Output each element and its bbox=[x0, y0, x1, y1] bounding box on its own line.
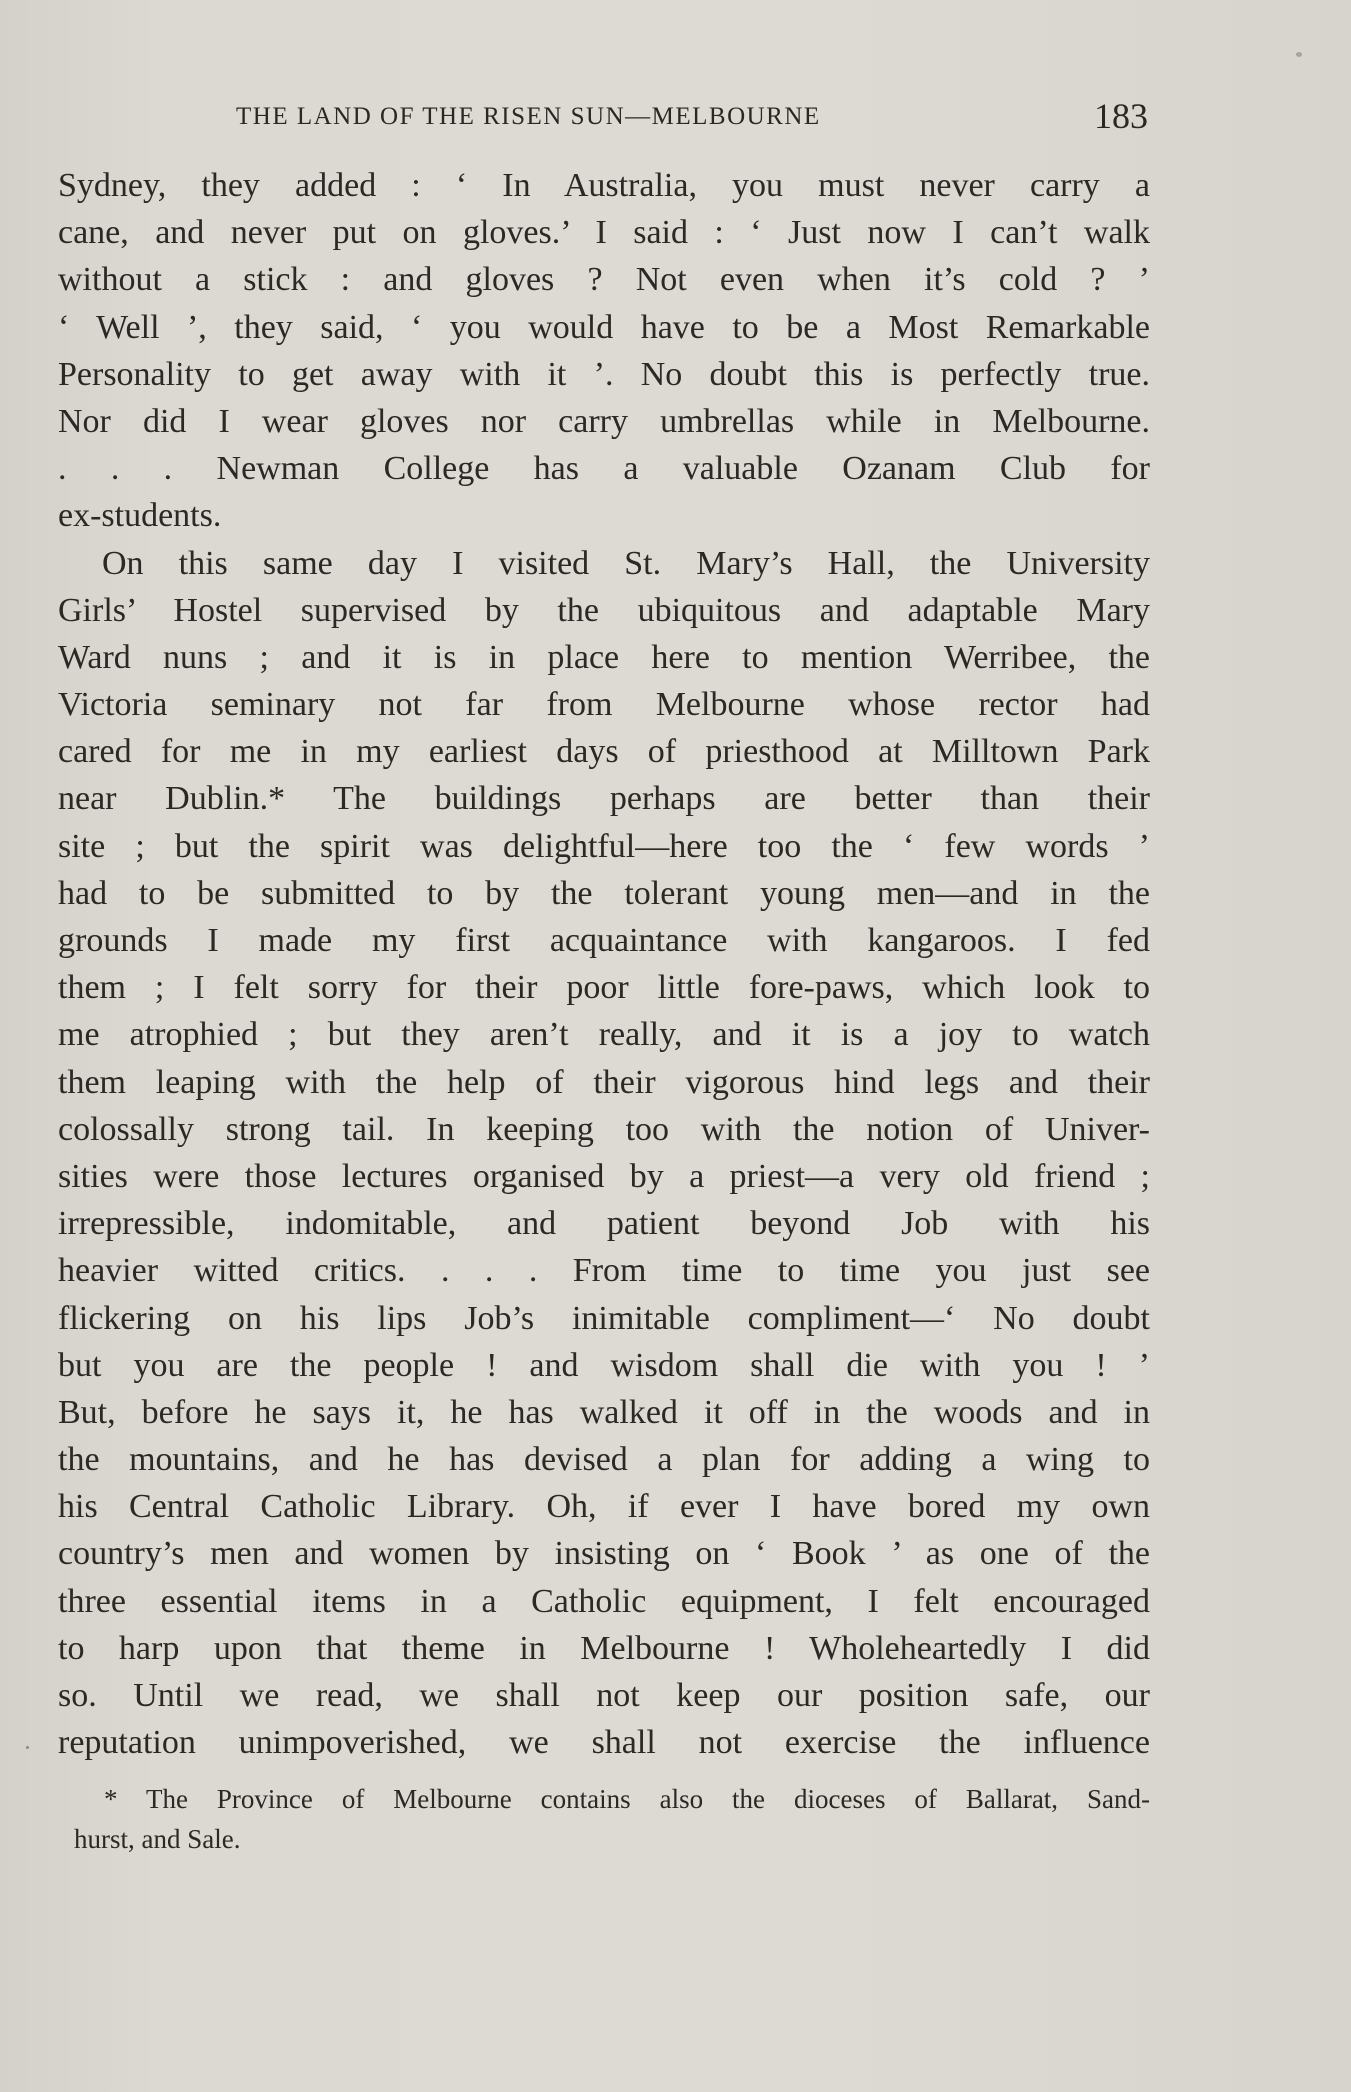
margin-mark bbox=[26, 1746, 29, 1749]
text-line: grounds I made my first acquaintance with kangaroos. I fed bbox=[58, 922, 1150, 959]
text-line: the mountains, and he has devised a plan for adding a wing to bbox=[58, 1441, 1150, 1479]
text-line: cared for me in my earliest days of priesthood at Milltown Park bbox=[58, 733, 1150, 771]
text-line: reputation unimpoverished, we shall not exercise the influence bbox=[58, 1724, 1150, 1762]
text-line: sities were those lectures organised by a priest—a very old friend ; bbox=[58, 1157, 1150, 1195]
text-line: Nor did I wear gloves nor carry umbrellas while in Melbourne. bbox=[58, 402, 1150, 440]
text-line: heavier witted critics. . . . From time to time you just see bbox=[58, 1252, 1150, 1290]
text-line: Girls’ Hostel supervised by the ubiquitous and adaptable Mary bbox=[58, 591, 1150, 629]
text-line: cane, and never put on gloves.’ I said : ‘ Just now I can’t walk bbox=[58, 214, 1150, 252]
footnote-line: hurst, and Sale. bbox=[74, 1824, 241, 1854]
text-line: colossally strong tail. In keeping too with the notion of Univer- bbox=[58, 1110, 1150, 1148]
text-line: them ; I felt sorry for their poor little fore-paws, which look to bbox=[58, 969, 1150, 1007]
text-line: near Dublin.* The buildings perhaps are better than their bbox=[58, 780, 1150, 818]
text-line: . . . Newman College has a valuable Ozanam Club for bbox=[58, 450, 1150, 488]
running-head: THE LAND OF THE RISEN SUN—MELBOURNE bbox=[236, 103, 821, 130]
text-line: but you are the people ! and wisdom shall die with you ! ’ bbox=[58, 1346, 1150, 1384]
text-line: site ; but the spirit was delightful—here too the ‘ few words ’ bbox=[58, 827, 1150, 865]
text-line: to harp upon that theme in Melbourne ! Wholeheartedly I did bbox=[58, 1629, 1150, 1667]
text-line: had to be submitted to by the tolerant young men—and in the bbox=[58, 874, 1150, 912]
text-line: me atrophied ; but they aren’t really, and it is a joy to watch bbox=[58, 1016, 1150, 1054]
page-header bbox=[236, 95, 1148, 135]
body-text bbox=[58, 162, 1150, 1766]
text-line: Sydney, they added : ‘ In Australia, you must never carry a bbox=[58, 167, 1150, 204]
footnote-line: * The Province of Melbourne contains also the dioceses of Ballarat, Sand- bbox=[104, 1784, 1150, 1814]
text-line: three essential items in a Catholic equipment, I felt encouraged bbox=[58, 1582, 1150, 1620]
text-line: On this same day I visited St. Mary’s Hall, the University bbox=[102, 544, 1150, 582]
text-line: Victoria seminary not far from Melbourne whose rector had bbox=[58, 686, 1150, 724]
text-line: country’s men and women by insisting on ‘ Book ’ as one of the bbox=[58, 1535, 1150, 1573]
paper-speck bbox=[1296, 52, 1302, 57]
text-line: ex-students. bbox=[58, 497, 222, 535]
text-line: irrepressible, indomitable, and patient beyond Job with his bbox=[58, 1205, 1150, 1243]
text-line: But, before he says it, he has walked it off in the woods and in bbox=[58, 1393, 1150, 1431]
text-line: without a stick : and gloves ? Not even when it’s cold ? ’ bbox=[58, 261, 1150, 299]
text-line: them leaping with the help of their vigorous hind legs and their bbox=[58, 1063, 1150, 1101]
page-number: 183 bbox=[1094, 96, 1148, 136]
footnote bbox=[74, 1779, 1150, 1859]
text-line: flickering on his lips Job’s inimitable compliment—‘ No doubt bbox=[58, 1299, 1150, 1337]
text-line: his Central Catholic Library. Oh, if ever I have bored my own bbox=[58, 1488, 1150, 1526]
text-line: Personality to get away with it ’. No doubt this is perfectly true. bbox=[58, 355, 1150, 393]
text-line: so. Until we read, we shall not keep our position safe, our bbox=[58, 1677, 1150, 1714]
text-line: Ward nuns ; and it is in place here to mention Werribee, the bbox=[58, 638, 1150, 676]
text-line: ‘ Well ’, they said, ‘ you would have to be a Most Remarkable bbox=[58, 308, 1150, 346]
